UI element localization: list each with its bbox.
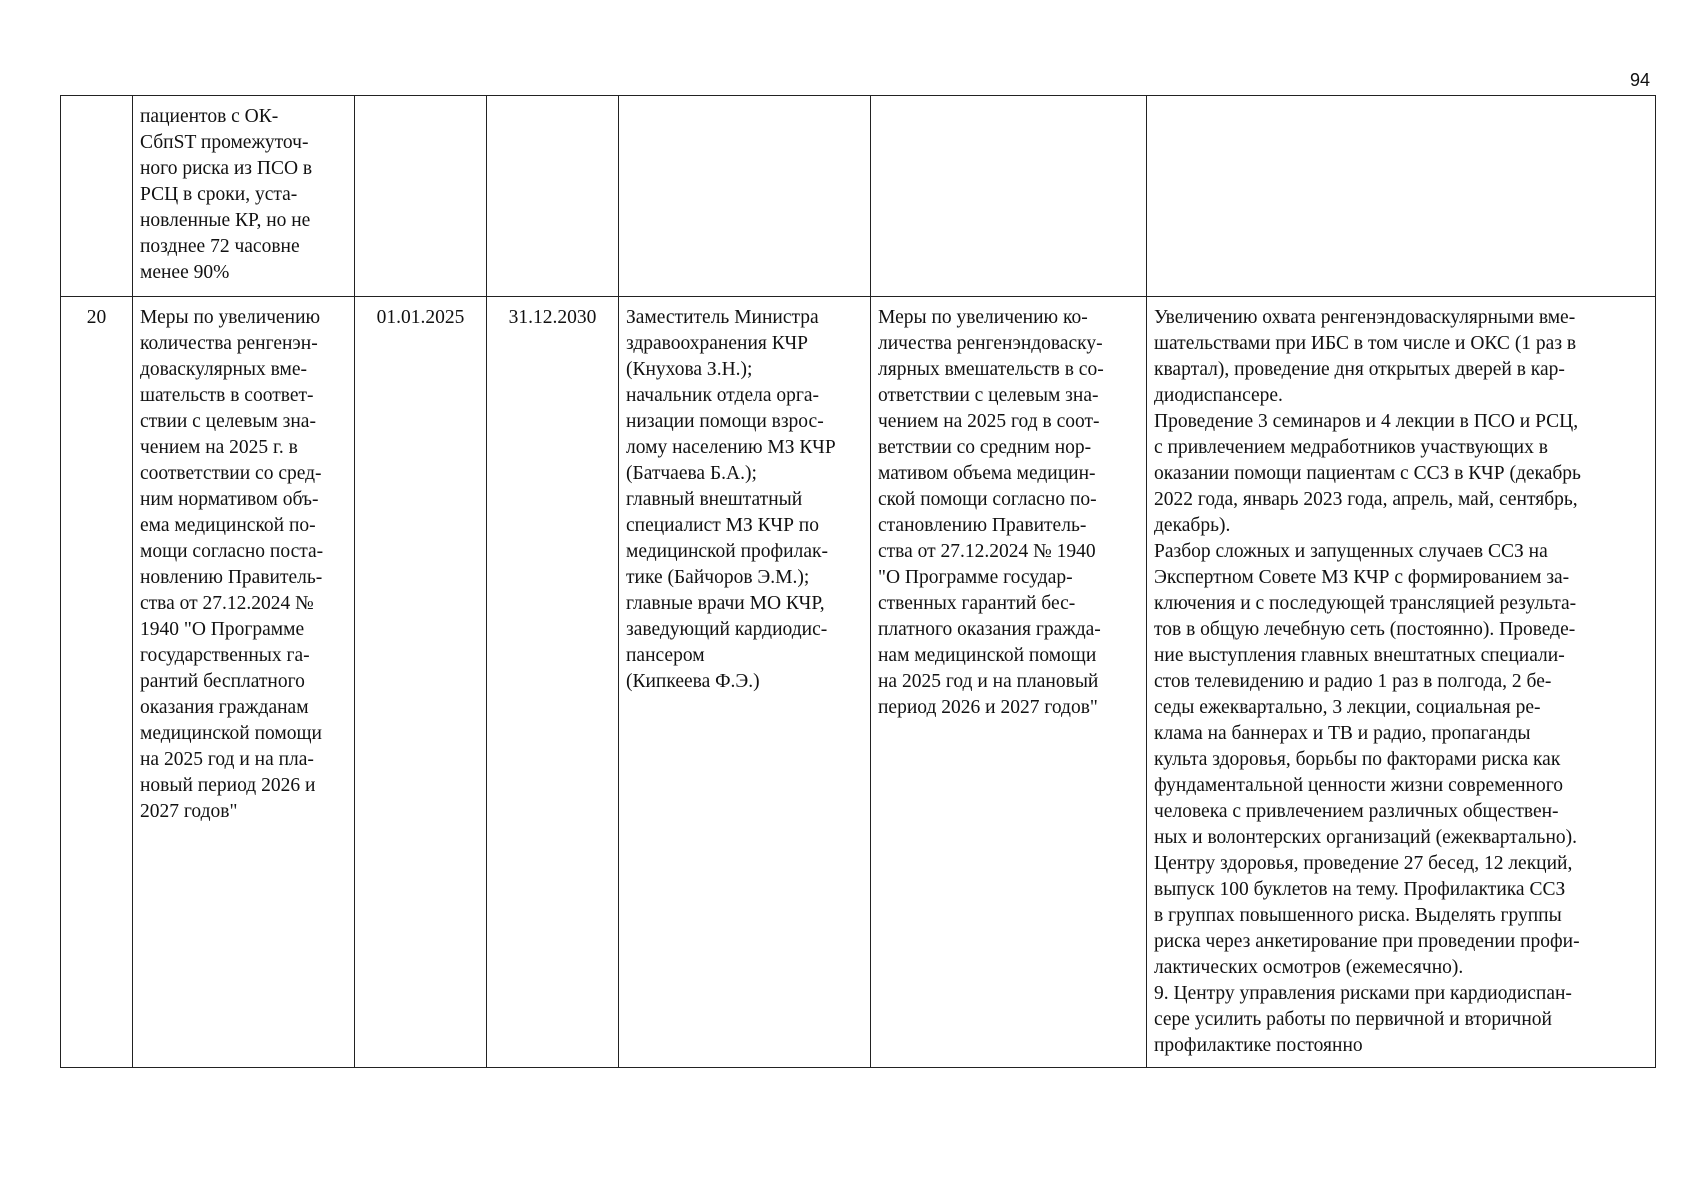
text-line: ства от 27.12.2024 №	[140, 593, 314, 614]
text-line: количества ренгенэн-	[140, 333, 318, 354]
text-line: платного оказания гражда-	[878, 619, 1101, 640]
text-line: лому населению МЗ КЧР	[626, 437, 836, 458]
text-line: оказания гражданам	[140, 697, 309, 718]
text-line: лактических осмотров (ежемесячно).	[1154, 957, 1464, 978]
text-line: медицинской профилак-	[626, 541, 828, 562]
text-line: ключения и с последующей трансляцией результа-	[1154, 593, 1577, 614]
text-line: ствии с целевым зна-	[140, 411, 316, 432]
text-line: сере усилить работы по первичной и вторичной	[1154, 1009, 1552, 1030]
text-line: фундаментальной ценности жизни современного	[1154, 775, 1563, 796]
start-date-cell	[355, 96, 487, 297]
text-line: менее 90%	[140, 262, 230, 283]
text-line: ской помощи согласно по-	[878, 489, 1097, 510]
text-line: культа здоровья, борьбы по факторами риска как	[1154, 749, 1561, 770]
text-line: главный внештатный	[626, 489, 803, 510]
end-date-cell: 31.12.2030	[487, 297, 619, 1068]
measure-cell	[133, 96, 355, 297]
text-line: на 2025 год и на пла-	[140, 749, 314, 770]
text-line: личества ренгенэндоваску-	[878, 333, 1103, 354]
text-line: РСЦ в сроки, уста-	[140, 184, 298, 205]
text-line: ственных гарантий бес-	[878, 593, 1076, 614]
text-line: с привлечением медработников участвующих в	[1154, 437, 1548, 458]
text-line: клама на баннерах и ТВ и радио, пропаганды	[1154, 723, 1531, 744]
activities-cell	[1147, 96, 1656, 297]
text-line: медицинской помощи	[140, 723, 322, 744]
text-line: Экспертном Совете МЗ КЧР с формированием за-	[1154, 567, 1570, 588]
text-line: Заместитель Министра	[626, 307, 819, 328]
text-line: здравоохранения КЧР	[626, 333, 808, 354]
text-line: Центру здоровья, проведение 27 бесед, 12 лекций,	[1154, 853, 1573, 874]
text-line: доваскулярных вме-	[140, 359, 307, 380]
text-line: шательств в соответ-	[140, 385, 314, 406]
responsible-cell	[619, 297, 871, 1068]
text-line: мативом объема медицин-	[878, 463, 1096, 484]
end-date-cell	[487, 96, 619, 297]
text-line: оказании помощи пациентам с ССЗ в КЧР (декабрь	[1154, 463, 1581, 484]
text-line: (Батчаева Б.А.);	[626, 463, 757, 484]
text-line: 2027 годов"	[140, 801, 238, 822]
text-line: 2022 года, январь 2023 года, апрель, май, сентябрь,	[1154, 489, 1578, 510]
text-line: ных и волонтерских организаций (ежеквартально).	[1154, 827, 1577, 848]
text-line: "О Программе государ-	[878, 567, 1073, 588]
text-line: тике (Байчоров Э.М.);	[626, 567, 810, 588]
text-line: нам медицинской помощи	[878, 645, 1097, 666]
text-line: седы ежеквартально, 3 лекции, социальная ре-	[1154, 697, 1541, 718]
text-line: главные врачи МО КЧР,	[626, 593, 825, 614]
table-row	[61, 96, 1656, 297]
text-line: ответствии с целевым зна-	[878, 385, 1099, 406]
page-number: 94	[1629, 70, 1650, 90]
text-line: новый период 2026 и	[140, 775, 316, 796]
text-line: риска через анкетирование при проведении профи-	[1154, 931, 1580, 952]
start-date-cell: 01.01.2025	[355, 297, 487, 1068]
text-line: пациентов с ОК-	[140, 106, 279, 127]
text-line: СбпST промежуточ-	[140, 132, 309, 153]
text-line: Меры по увеличению	[140, 307, 321, 328]
measure-cell	[133, 297, 355, 1068]
text-line: Проведение 3 семинаров и 4 лекции в ПСО и РСЦ,	[1154, 411, 1579, 432]
text-line: Меры по увеличению ко-	[878, 307, 1088, 328]
text-line: шательствами при ИБС в том числе и ОКС (1 раз в	[1154, 333, 1577, 354]
table-row	[61, 297, 1656, 1068]
text-line: на 2025 год и на плановый	[878, 671, 1099, 692]
text-line: ема медицинской по-	[140, 515, 316, 536]
text-line: профилактике постоянно	[1154, 1035, 1363, 1056]
result-cell	[871, 96, 1147, 297]
text-line: 9. Центру управления рисками при кардиодиспан-	[1154, 983, 1572, 1004]
text-line: начальник отдела орга-	[626, 385, 820, 406]
text-line: новленные КР, но не	[140, 210, 311, 231]
row-number-cell: 20	[61, 297, 133, 1068]
responsible-cell	[619, 96, 871, 297]
text-line: стов телевидению и радио 1 раз в полгода, 2 бе-	[1154, 671, 1552, 692]
text-line: ветствии со средним нор-	[878, 437, 1092, 458]
text-line: декабрь).	[1154, 515, 1231, 536]
activities-cell	[1147, 297, 1656, 1068]
text-line: мощи согласно поста-	[140, 541, 324, 562]
text-line: чением на 2025 г. в	[140, 437, 298, 458]
text-line: выпуск 100 буклетов на тему. Профилактика ССЗ	[1154, 879, 1566, 900]
text-line: лярных вмешательств в со-	[878, 359, 1104, 380]
result-cell	[871, 297, 1147, 1068]
text-line: государственных га-	[140, 645, 310, 666]
text-line: квартал), проведение дня открытых дверей в кар-	[1154, 359, 1565, 380]
text-line: Разбор сложных и запущенных случаев ССЗ на	[1154, 541, 1548, 562]
text-line: (Кипкеева Ф.Э.)	[626, 671, 760, 692]
text-line: соответствии со сред-	[140, 463, 322, 484]
measures-table	[60, 95, 1656, 1068]
text-line: Увеличению охвата ренгенэндоваскулярными вме-	[1154, 307, 1576, 328]
text-line: ного риска из ПСО в	[140, 158, 313, 179]
text-line: заведующий кардиодис-	[626, 619, 828, 640]
text-line: в группах повышенного риска. Выделять группы	[1154, 905, 1562, 926]
text-line: 1940 "О Программе	[140, 619, 305, 640]
text-line: ние выступления главных внештатных специали-	[1154, 645, 1565, 666]
text-line: становлению Правитель-	[878, 515, 1087, 536]
text-line: низации помощи взрос-	[626, 411, 824, 432]
text-line: рантий бесплатного	[140, 671, 305, 692]
text-line: чением на 2025 год в соот-	[878, 411, 1100, 432]
text-line: специалист МЗ КЧР по	[626, 515, 819, 536]
text-line: новлению Правитель-	[140, 567, 323, 588]
text-line: ним нормативом объ-	[140, 489, 319, 510]
text-line: человека с привлечением различных обществен-	[1154, 801, 1559, 822]
text-line: позднее 72 часовне	[140, 236, 300, 257]
text-line: (Кнухова З.Н.);	[626, 359, 753, 380]
text-line: пансером	[626, 645, 705, 666]
text-line: диодиспансере.	[1154, 385, 1283, 406]
text-line: тов в общую лечебную сеть (постоянно). Проведе-	[1154, 619, 1576, 640]
text-line: ства от 27.12.2024 № 1940	[878, 541, 1096, 562]
text-line: период 2026 и 2027 годов"	[878, 697, 1098, 718]
row-number-cell	[61, 96, 133, 297]
